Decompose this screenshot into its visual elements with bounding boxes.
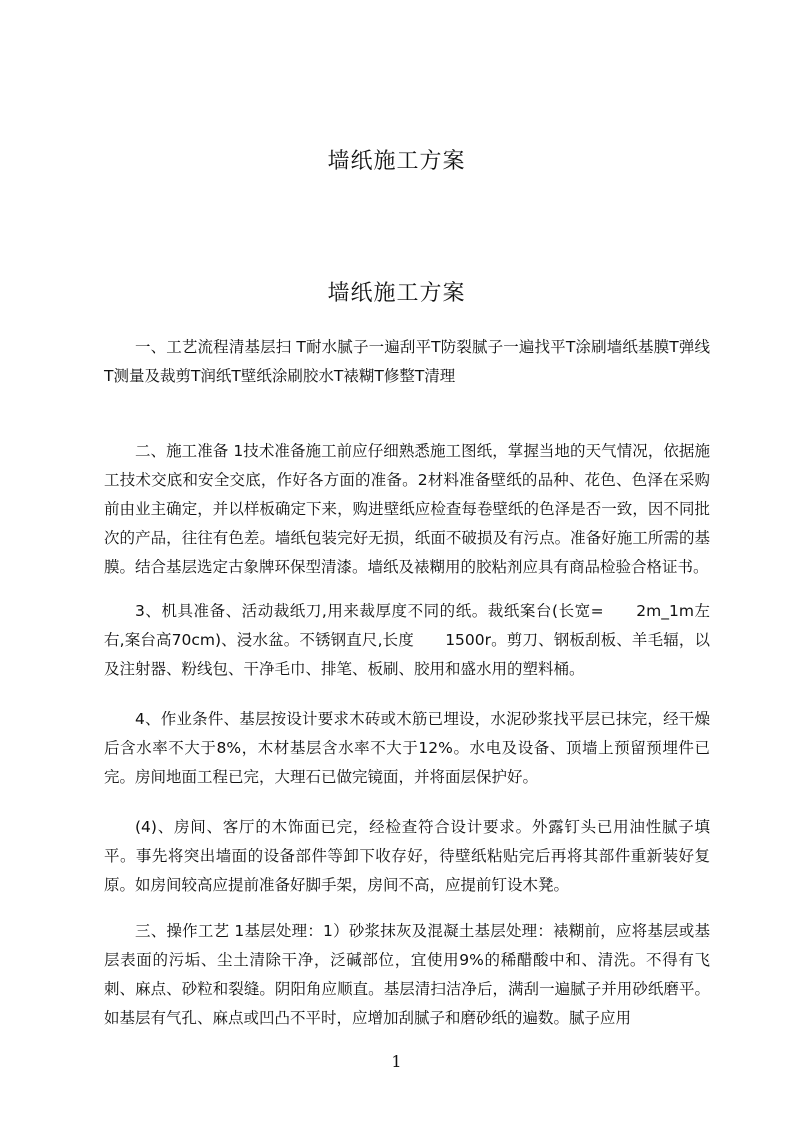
page-number: 1	[391, 1052, 402, 1071]
paragraph-process-flow: 一、工艺流程清基层扫 T耐水腻子一遍刮平T防裂腻子一遍找平T涂刷墙纸基膜T弹线T测量及裁剪T润纸T壁纸涂刷胶水T裱糊T修整T清理	[104, 338, 710, 385]
paragraph-wood-finish: (4)、房间、客厅的木饰面已完，经检查符合设计要求。外露钉头已用油性腻子填平。事先将突出墙面的设备部件等卸下收存好，待壁纸粘贴完后再将其部件重新装好复原。如房间较高应提前准备好脚手架，房间不高，应提前钉设木凳。	[104, 818, 710, 894]
document-title-main: 墙纸施工方案	[327, 281, 466, 306]
document-title-top: 墙纸施工方案	[327, 149, 466, 174]
paragraph-work-conditions: 4、作业条件、基层按设计要求木砖或木筋已埋设，水泥砂浆找平层已抹完，经干燥后含水率不大于8%，木材基层含水率不大于12%。水电及设备、顶墙上预留预埋件已完。房间地面工程已完，大理石已做完镜面，并将面层保护好。	[104, 710, 710, 786]
paragraph-preparation: 二、施工准备 1技术准备施工前应仔细熟悉施工图纸，掌握当地的天气情况，依据施工技术交底和安全交底，作好各方面的准备。2材料准备壁纸的品种、花色、色泽在采购前由业主确定，并以样板确定下来，购进壁纸应检查每卷壁纸的色泽是否一致，因不同批次的产品，往往有色差。墙纸包装完好无损，纸面不破损及有污点。准备好施工所需的基膜。结合基层选定古象牌环保型清漆。墙纸及裱糊用的胶粘剂应具有商品检验合格证书。	[104, 442, 710, 576]
paragraph-tools: 3、机具准备、活动裁纸刀,用来裁厚度不同的纸。裁纸案台(长宽= 2m_1m左右,案台高70cm)、浸水盆。不锈钢直尺,长度 1500r。剪刀、钢板刮板、羊毛辐，以及注射器、粉线包、干净毛巾、排笔、板刷、胶用和盛水用的塑料桶。	[104, 602, 710, 678]
paragraph-operation-process: 三、操作工艺 1基层处理：1）砂浆抹灰及混凝土基层处理：裱糊前，应将基层或基层表面的污垢、尘土清除干净，泛碱部位，宜使用9%的稀醋酸中和、清洗。不得有飞刺、麻点、砂粒和裂缝。阴阳角应顺直。基层清扫洁净后，满刮一遍腻子并用砂纸磨平。如基层有气孔、麻点或凹凸不平时，应增加刮腻子和磨砂纸的遍数。腻子应用	[104, 922, 710, 1027]
